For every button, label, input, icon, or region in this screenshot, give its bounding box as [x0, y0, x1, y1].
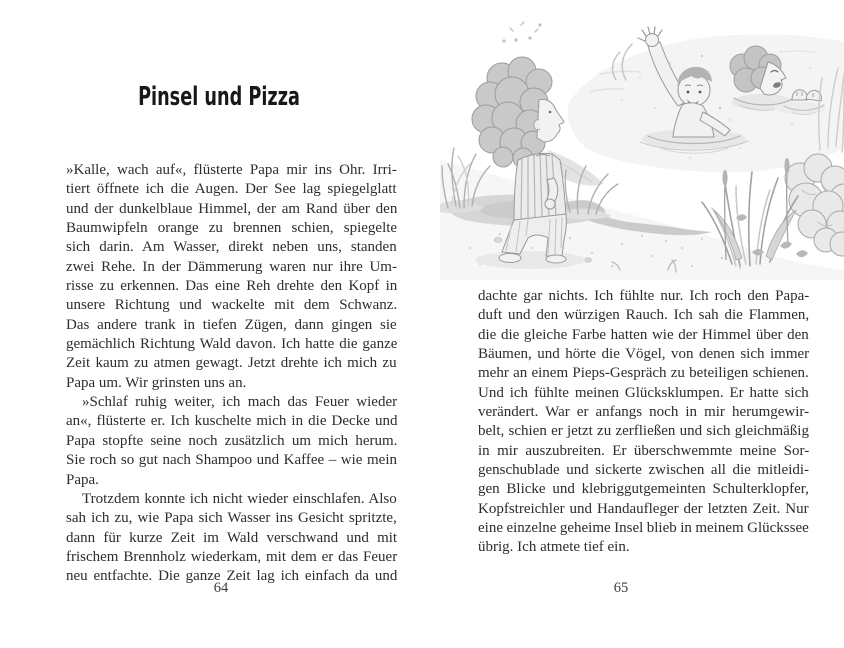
- text-line: genschublade und sickerte zwischen all die mitleidi-: [478, 462, 810, 479]
- text-line: dachte gar nichts. Ich fühlte nur. Ich roch den Papa-: [478, 288, 810, 304]
- text-line: Papa stopfte seine noch zusätzlich um mich herum.: [66, 432, 398, 449]
- text-line: Bäumen, und hörte die Vögel, von denen sich immer: [478, 346, 810, 363]
- text-line: Zeit kaum zu atmen gewagt. Jetzt drehte ich mich zu: [66, 355, 397, 372]
- text-line: Trotzdem konnte ich nicht wieder einschlafen. Also: [82, 490, 397, 507]
- right-body-text: [478, 287, 809, 558]
- text-line: sich darin. Am Wasser, direkt neben uns, standen: [66, 239, 397, 256]
- boy-ear: [534, 120, 540, 130]
- left-body-text: [66, 161, 397, 587]
- text-line: Papa um. Wir grinsten uns an.: [66, 374, 247, 391]
- text-line: »Kalle, wach auf«, flüsterte Papa mir ins Ohr. Irri-: [66, 162, 397, 178]
- text-line: »Schlaf ruhig weiter, ich mach das Feuer wieder: [82, 394, 398, 411]
- bush: [785, 154, 844, 256]
- text-line: frischem Brennholz wiederkam, mit dem er das Feuer: [66, 548, 398, 565]
- text-line: eine einzelne geheime Insel blieb in meinem Glückssee: [478, 520, 809, 537]
- text-line: an«, flüsterte er. Ich kuschelte mich in die Decke und: [66, 413, 398, 430]
- text-line: neu entfachte. Die ganze Zeit lag ich einfach da und: [66, 568, 398, 585]
- text-line: Und ich fühlte meinen Glücksklumpen. Er hatte sich: [478, 384, 809, 401]
- text-line: Das andere trank in tiefen Zügen, dann gingen sie: [66, 316, 397, 333]
- text-line: duft und den würzigen Rauch. Ich sah die Flammen,: [478, 307, 810, 324]
- text-line: die die gleiche Farbe hatten wie der Himmel über den: [478, 326, 809, 343]
- boy-foot-back: [546, 255, 566, 263]
- page-number-left: 64: [213, 580, 229, 596]
- water-drops: [503, 22, 541, 42]
- text-line: dann für kurze Zeit im Wald verschwand und mit: [66, 529, 398, 546]
- text-line: und der dunkelblaue Himmel, der am Rand über den: [66, 200, 398, 217]
- text-line: Kopfstreichler und Handaufleger der letzten Zeit. Nur: [478, 500, 809, 517]
- text-line: in mir auszubreiten. Er überschwemmte meine Sor-: [478, 442, 810, 459]
- text-line: unsere Richtung und wackelte mit dem Schwanz.: [66, 297, 398, 314]
- boy-arm: [547, 178, 558, 202]
- text-line: Baumwipfeln orange zu brennen schien, spiegelte: [66, 220, 398, 237]
- text-line: Papa.: [66, 471, 99, 488]
- boy-eye: [549, 111, 552, 114]
- boy-face: [537, 99, 564, 142]
- boy-shadow: [475, 251, 585, 269]
- page-number-right: 65: [613, 580, 629, 596]
- text-line: Sie roch so gut nach Shampoo und Kaffee – wie mein: [66, 452, 397, 469]
- text-line: risse zu erkennen. Das eine Reh drehte den Kopf in: [66, 278, 398, 295]
- text-line: belt, schien er jetzt zu zerfließen und sich gleichmäßig: [478, 423, 809, 440]
- text-line: verändert. War er anfangs noch in mir herumgewir-: [478, 404, 810, 421]
- boy-hand: [545, 199, 555, 209]
- text-line: gemächlich Richtung Wald davon. Ich hatte die ganze: [66, 336, 398, 353]
- text-line: sah ich zu, wie Papa sich Wasser ins Gesicht spritzte,: [66, 510, 397, 527]
- text-line: zwei Rehe. In der Dämmerung waren nur ihre Um-: [66, 258, 397, 275]
- boy-foot-front: [499, 254, 521, 263]
- text-line: gen Blicke und klebriggutgemeinten Schulterklopfer,: [478, 481, 809, 498]
- text-line: tiert öffnete ich die Augen. Der See lag spiegelglatt: [66, 181, 397, 198]
- lake-illustration: [440, 8, 844, 280]
- text-line: übrig. Ich atmete tief ein.: [478, 539, 630, 556]
- waving-hand: [646, 34, 659, 47]
- chapter-title: Pinsel und Pizza: [138, 82, 300, 112]
- text-line: mehr an einem Pieps-Gespräch zu beteiligen schienen.: [478, 365, 809, 382]
